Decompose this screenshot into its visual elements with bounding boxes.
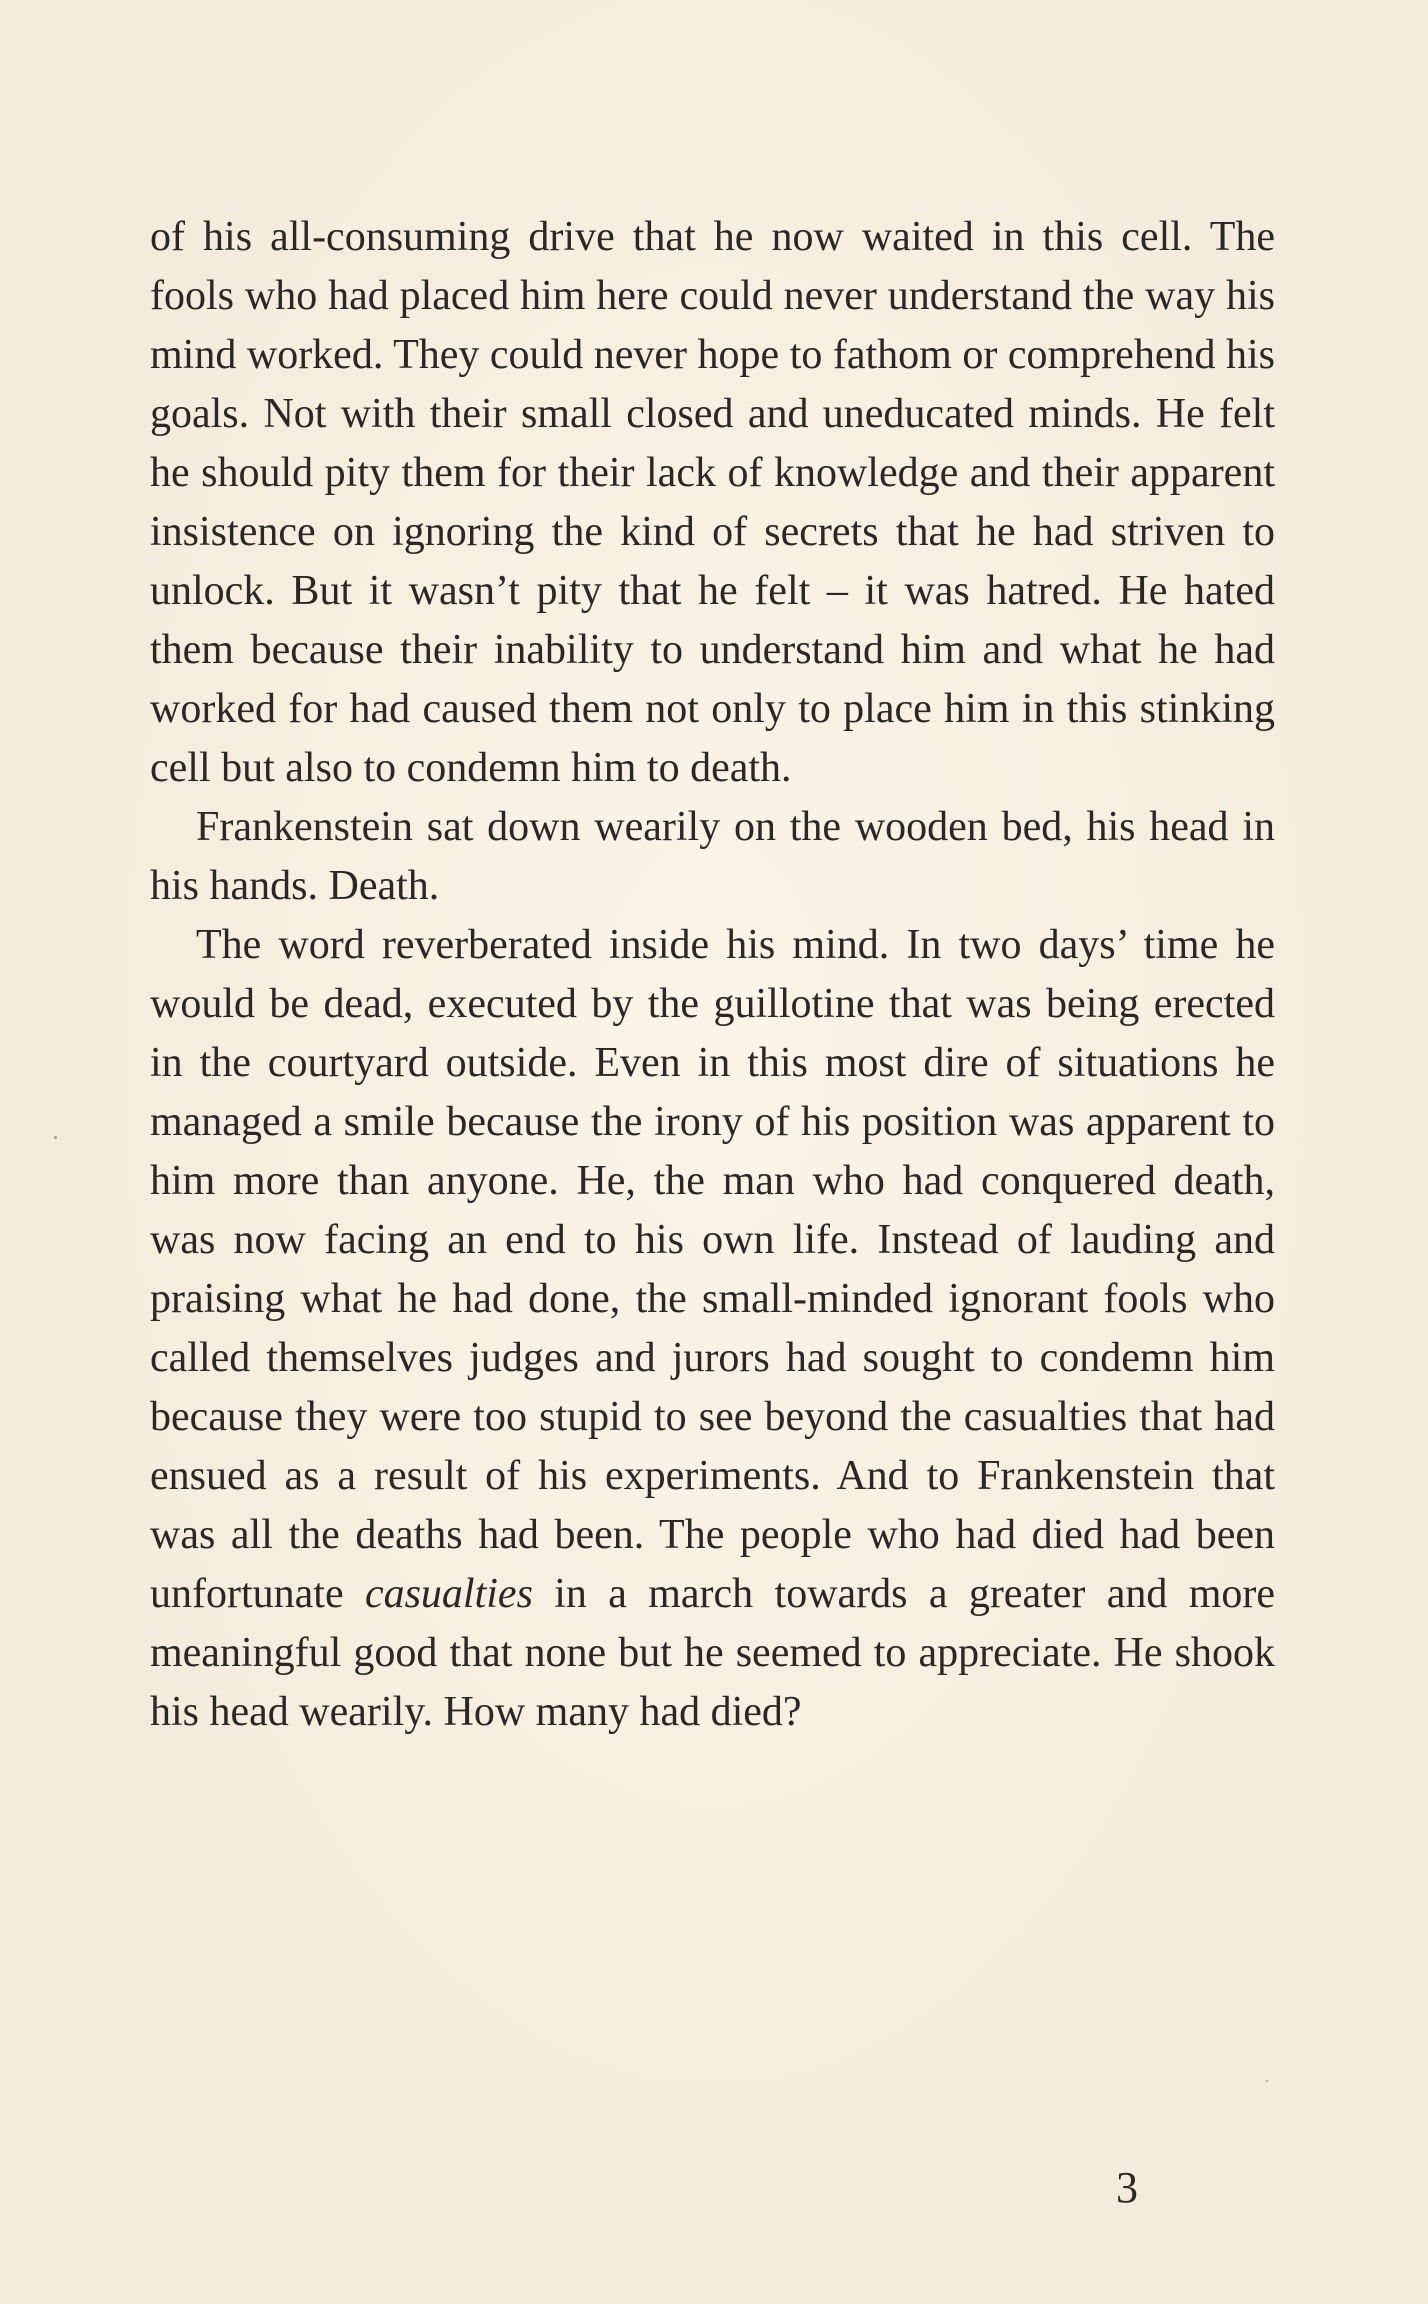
paragraph-text: in a march towards a greater and more meaningful good that none but he seemed to appreciate. He shook his head wearily. How many had died? [150,1571,1275,1735]
italic-word: casualties [364,1571,533,1617]
paragraph [150,208,1275,798]
paragraph-text: Frankenstein sat down wearily on the wooden bed, his head in his hands. Death. [150,804,1275,909]
body-text [150,208,1275,1742]
paragraph [150,798,1275,916]
paragraph-text: The word reverberated inside his mind. In two days’ time he would be dead, executed by the guillotine that was being erected in the courtyard outside. Even in this most dire of situations he managed a smile because the irony of his position was apparent to him more than anyone. He, the man who had conquered death, was now facing an end to his own life. Instead of lauding and praising what he had done, the small-minded ignorant fools who called themselves judges and jurors had sought to condemn him because they were too stupid to see beyond the casualties that had ensued as a result of his experiments. And to Frankenstein that was all the deaths had been. The people who had died had been unfortunate [150,922,1275,1617]
paragraph [150,916,1275,1742]
paragraph-text: of his all-consuming drive that he now waited in this cell. The fools who had placed him here could never understand the way his mind worked. They could never hope to fathom or comprehend his goals. Not with their small closed and uneducated minds. He felt he should pity them for their lack of knowledge and their apparent insistence on ignoring the kind of secrets that he had striven to unlock. But it wasn’t pity that he felt – it was hatred. He hated them because their inability to understand him and what he had worked for had caused them not only to place him in this stinking cell but also to condemn him to death. [150,214,1275,791]
paper-speck [1266,2080,1268,2082]
page-number: 3 [1116,2163,1138,2212]
paper-speck [54,1136,57,1139]
